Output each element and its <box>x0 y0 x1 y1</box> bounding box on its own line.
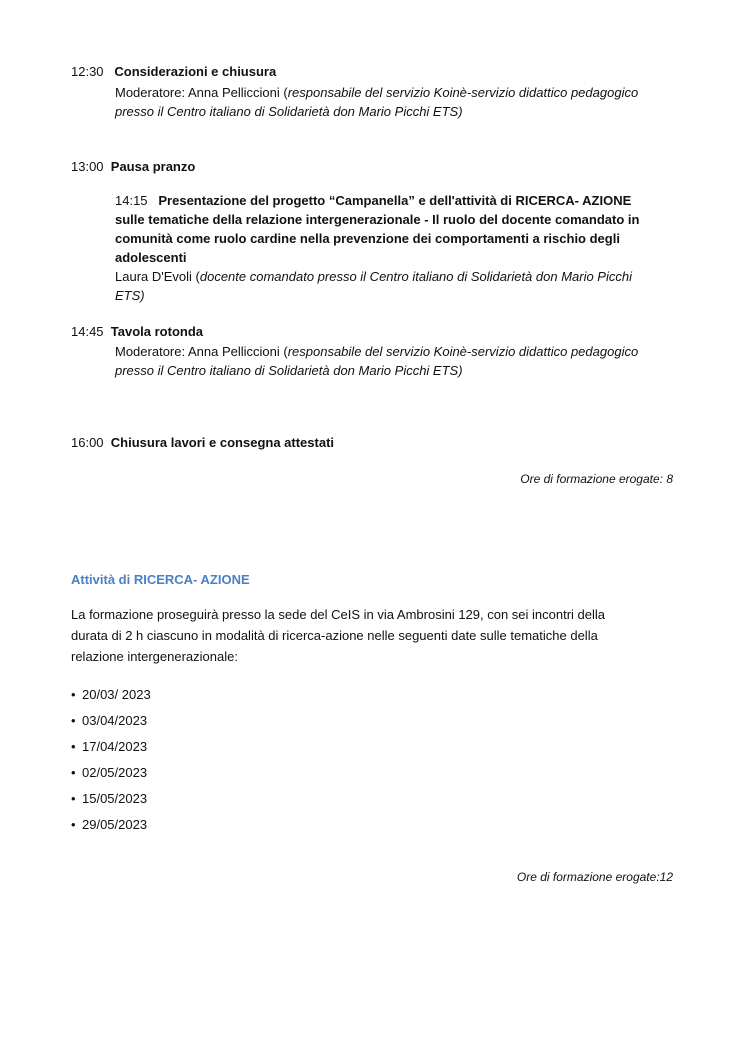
item-detail-italic-2: ETS) <box>115 288 145 303</box>
item-detail-prefix: Laura D'Evoli ( <box>115 269 200 284</box>
training-hours-note-1: Ore di formazione erogate: 8 <box>520 472 673 486</box>
item-title-line-3: comunità come ruolo cardine nella prevenzione dei comportamenti a rischio degli <box>115 231 620 246</box>
paragraph-line-3: relazione intergenerazionale: <box>71 649 238 664</box>
bullet-icon: • <box>71 765 76 780</box>
date-value: 17/04/2023 <box>82 739 148 754</box>
dates-list <box>71 685 151 841</box>
item-detail-italic-2: presso il Centro italiano di Solidarietà don Mario Picchi ETS) <box>115 363 463 378</box>
date-value: 29/05/2023 <box>82 817 148 832</box>
bullet-icon: • <box>71 687 76 702</box>
bullet-icon: • <box>71 791 76 806</box>
bullet-icon: • <box>71 713 76 728</box>
item-title: Pausa pranzo <box>110 159 196 174</box>
item-title: Considerazioni e chiusura <box>114 64 277 79</box>
item-title-line-2: sulle tematiche della relazione intergenerazionale - Il ruolo del docente comandato in <box>115 212 640 227</box>
list-item <box>71 763 151 789</box>
item-time: 14:15 <box>115 193 148 208</box>
item-detail-prefix: Moderatore: Anna Pelliccioni ( <box>115 344 288 359</box>
list-item <box>71 815 151 841</box>
item-time: 16:00 <box>71 435 104 450</box>
section-heading: Attività di RICERCA- AZIONE <box>71 572 250 587</box>
item-detail-prefix: Moderatore: Anna Pelliccioni ( <box>115 85 288 100</box>
paragraph-line-1: La formazione proseguirà presso la sede del CeIS in via Ambrosini 129, con sei incontri della <box>71 607 606 622</box>
item-detail-italic: responsabile del servizio Koinè-servizio didattico pedagogico <box>287 344 639 359</box>
item-title-line-4: adolescenti <box>115 250 187 265</box>
date-value: 20/03/ 2023 <box>82 687 151 702</box>
item-title: Tavola rotonda <box>110 324 203 339</box>
training-hours-note-2: Ore di formazione erogate:12 <box>516 870 673 884</box>
item-time: 13:00 <box>71 159 104 174</box>
item-title: Chiusura lavori e consegna attestati <box>110 435 335 450</box>
paragraph-line-2: durata di 2 h ciascuno in modalità di ricerca-azione nelle seguenti date sulle tematiche della <box>71 628 598 643</box>
date-value: 02/05/2023 <box>82 765 148 780</box>
item-title-line-1: Presentazione del progetto “Campanella” e dell'attività di RICERCA- AZIONE <box>158 193 632 208</box>
bullet-icon: • <box>71 817 76 832</box>
item-detail-italic-2: presso il Centro italiano di Solidarietà don Mario Picchi ETS) <box>115 104 463 119</box>
item-time: 12:30 <box>71 64 104 79</box>
list-item <box>71 789 151 815</box>
date-value: 15/05/2023 <box>82 791 148 806</box>
item-time: 14:45 <box>71 324 104 339</box>
item-detail-italic: responsabile del servizio Koinè-servizio didattico pedagogico <box>287 85 639 100</box>
date-value: 03/04/2023 <box>82 713 148 728</box>
list-item <box>71 737 151 763</box>
list-item <box>71 711 151 737</box>
list-item <box>71 685 151 711</box>
bullet-icon: • <box>71 739 76 754</box>
item-detail-italic: docente comandato presso il Centro italiano di Solidarietà don Mario Picchi <box>199 269 632 284</box>
